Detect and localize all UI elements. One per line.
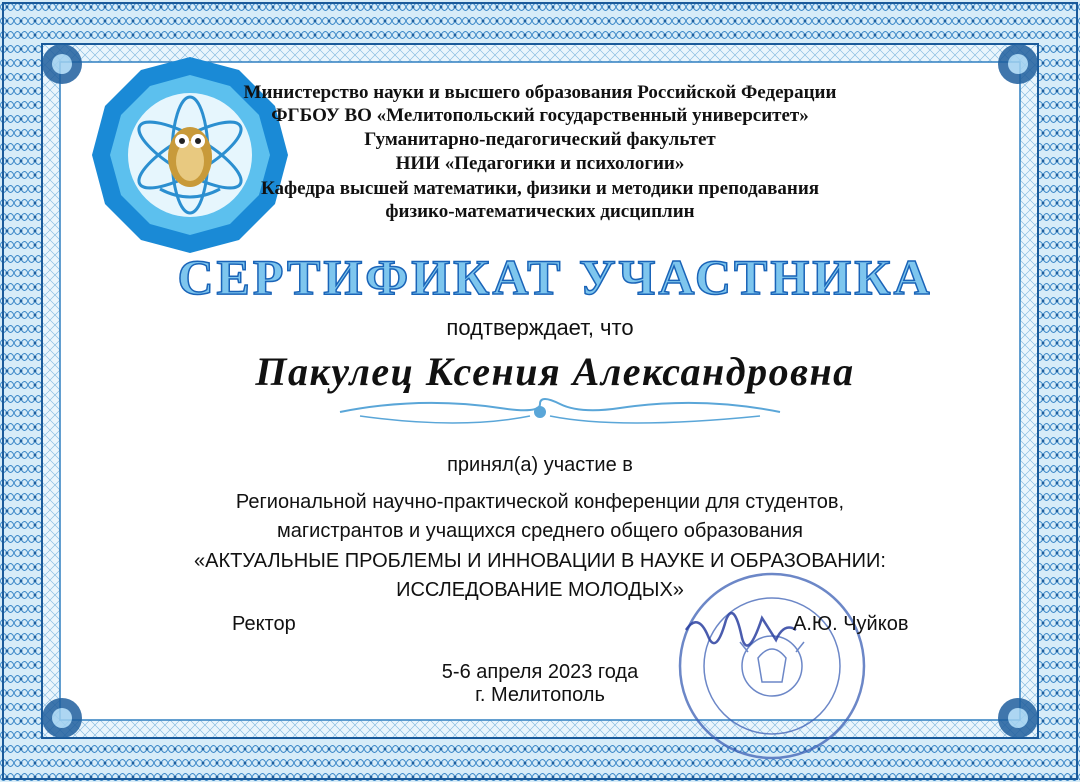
body-participation: принял(а) участие в <box>447 454 633 476</box>
header-university: ФГБОУ ВО «Мелитопольский государственный университет» <box>271 105 809 126</box>
header-institute: НИИ «Педагогики и психологии» <box>395 153 685 174</box>
recipient-name: Пакулец Ксения Александровна <box>255 349 855 394</box>
rector-signature <box>686 613 796 645</box>
body-conference: Региональной научно-практической конференции для студентов, <box>235 491 845 513</box>
conference-title: «АКТУАЛЬНЫЕ ПРОБЛЕМЫ И ИННОВАЦИИ В НАУКЕ И ОБРАЗОВАНИИ: <box>194 550 886 572</box>
confirms-text: подтверждает, что <box>446 315 634 340</box>
header-department: Кафедра высшей математики, физики и методики преподавания <box>260 178 820 199</box>
event-date: 5-6 апреля 2023 года <box>441 661 639 683</box>
header-department-cont: физико-математических дисциплин <box>385 201 695 222</box>
conference-subtitle: ИССЛЕДОВАНИЕ МОЛОДЫХ» <box>396 579 684 601</box>
event-city: г. Мелитополь <box>475 684 605 706</box>
rector-name: А.Ю. Чуйков <box>793 613 909 635</box>
header-ministry: Министерство науки и высшего образования Российской Федерации <box>243 82 837 103</box>
certificate-title: СЕРТИФИКАТ УЧАСТНИКА <box>177 249 933 305</box>
body-audience: магистрантов и учащихся среднего общего образования <box>277 520 803 542</box>
rector-label: Ректор <box>232 613 296 635</box>
header-faculty: Гуманитарно-педагогический факультет <box>364 129 716 150</box>
divider-ornament <box>340 399 780 423</box>
